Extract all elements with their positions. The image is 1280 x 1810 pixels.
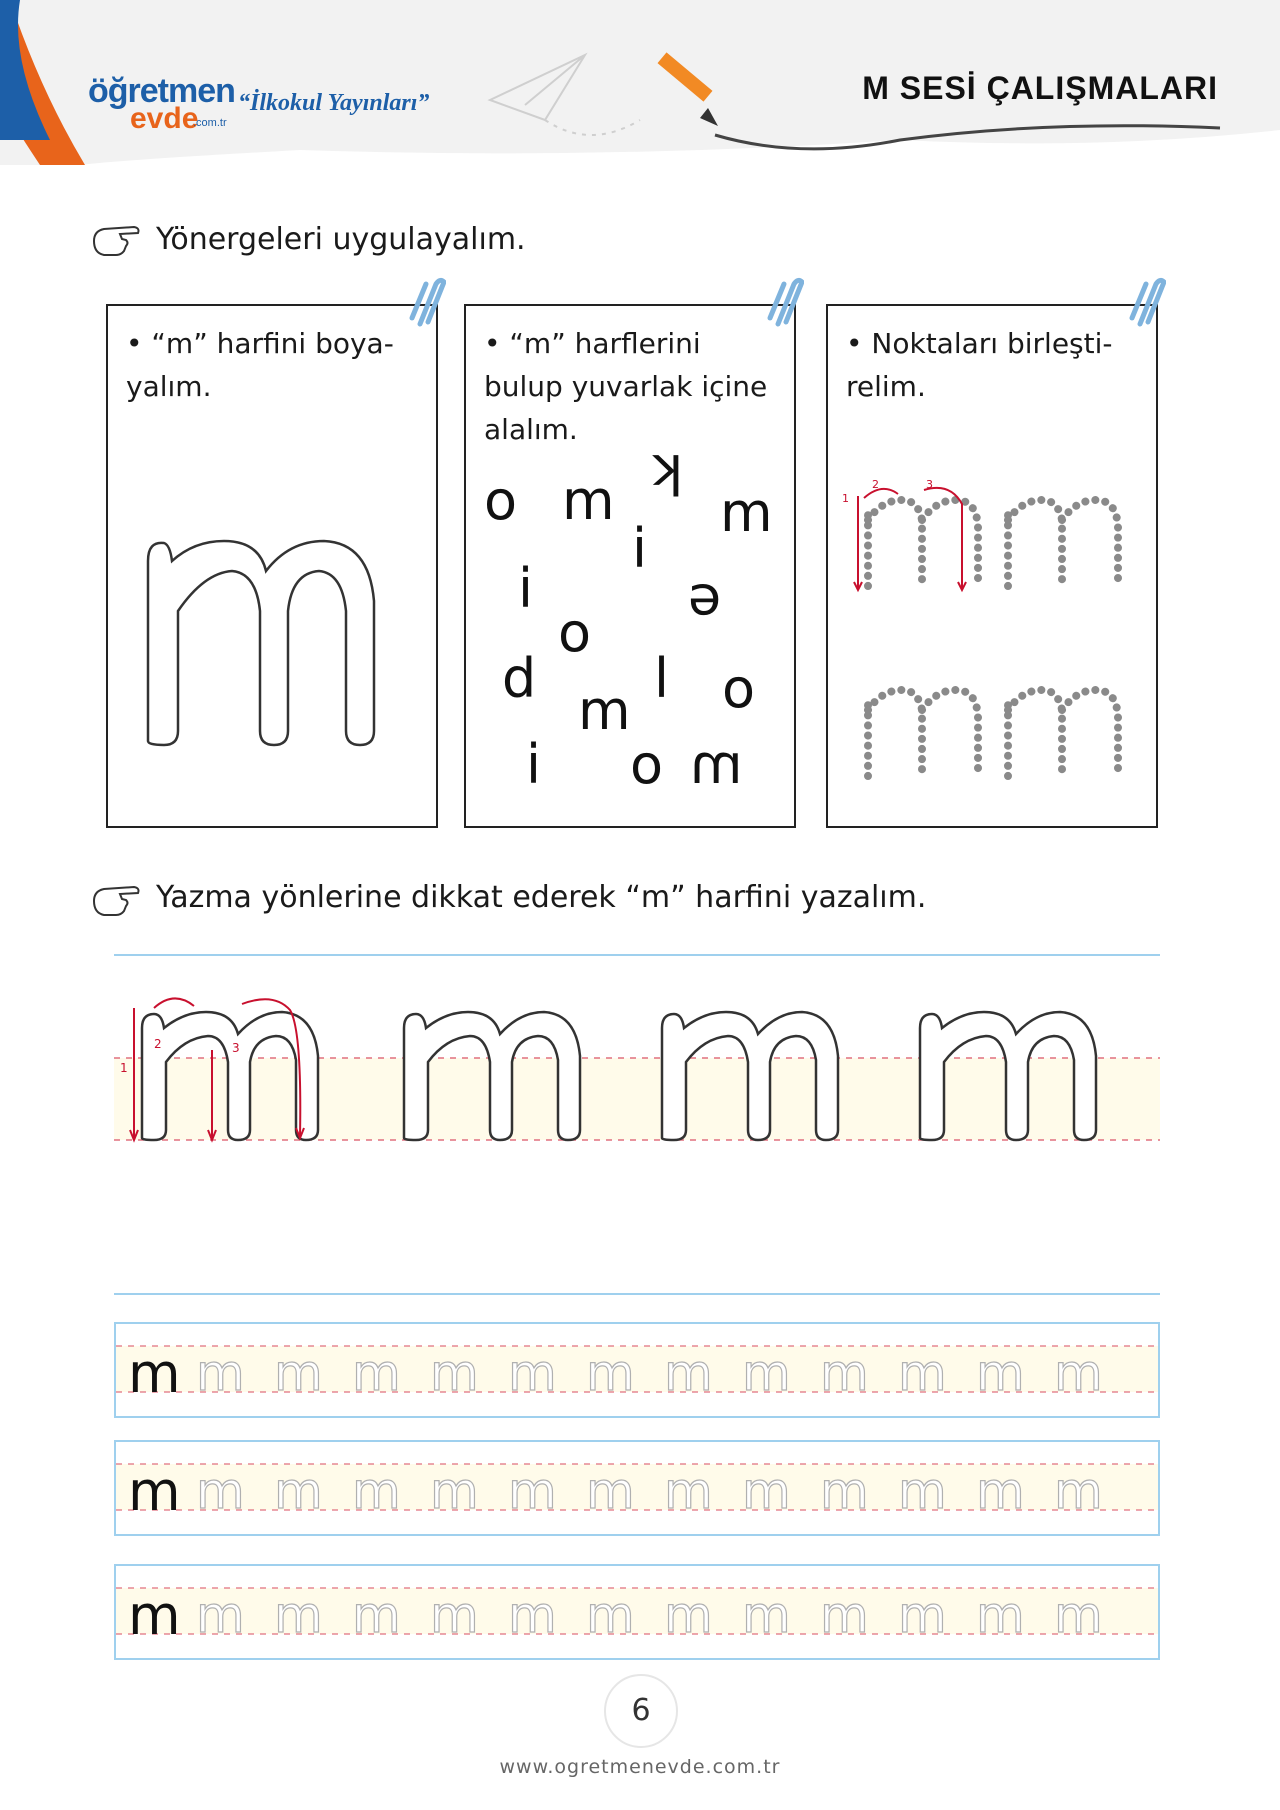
scattered-letter[interactable]: m bbox=[690, 733, 743, 796]
ghost-letter[interactable]: m bbox=[742, 1344, 791, 1402]
pointing-hand-icon bbox=[90, 879, 142, 919]
stroke-number: 1 bbox=[842, 492, 849, 505]
card-color-letter bbox=[106, 304, 438, 828]
ghost-letter[interactable]: m bbox=[508, 1462, 557, 1520]
tagline: “İlkokul Yayınları” bbox=[238, 90, 430, 116]
ghost-letter[interactable]: m bbox=[274, 1462, 323, 1520]
ghost-letter[interactable]: m bbox=[898, 1586, 947, 1644]
scattered-letter[interactable]: m bbox=[578, 679, 631, 742]
ghost-letter[interactable]: m bbox=[586, 1462, 635, 1520]
ghost-letter[interactable]: m bbox=[1054, 1344, 1103, 1402]
scattered-letter[interactable]: o bbox=[722, 657, 756, 720]
ghost-letter[interactable]: m bbox=[820, 1462, 869, 1520]
scattered-letter[interactable]: o bbox=[630, 733, 664, 796]
ghost-letter[interactable]: m bbox=[1054, 1586, 1103, 1644]
ghost-letter[interactable]: m bbox=[742, 1462, 791, 1520]
ghost-letter[interactable]: m bbox=[352, 1462, 401, 1520]
ghost-letter[interactable]: m bbox=[820, 1586, 869, 1644]
ghost-letter[interactable]: m bbox=[664, 1586, 713, 1644]
stroke-number: 3 bbox=[232, 1041, 240, 1055]
ghost-letter[interactable]: m bbox=[196, 1586, 245, 1644]
pointing-hand-icon bbox=[90, 219, 142, 259]
page-title: M SESİ ÇALIŞMALARI bbox=[862, 70, 1218, 106]
card-connect-dots bbox=[826, 304, 1158, 828]
scattered-letter[interactable]: l bbox=[654, 647, 670, 710]
scattered-letter[interactable]: i bbox=[518, 557, 534, 620]
ghost-letter[interactable]: m bbox=[274, 1344, 323, 1402]
page-number: 6 bbox=[604, 1674, 678, 1748]
ghost-letter[interactable]: m bbox=[976, 1462, 1025, 1520]
scattered-letter[interactable]: m bbox=[562, 469, 615, 532]
ghost-letter[interactable]: m bbox=[352, 1586, 401, 1644]
card2-text bbox=[484, 322, 767, 451]
stroke-number: 1 bbox=[120, 1061, 128, 1075]
ghost-letter[interactable]: m bbox=[664, 1344, 713, 1402]
ghost-letter[interactable]: m bbox=[430, 1344, 479, 1402]
card2-line2: bulup yuvarlak içine bbox=[484, 370, 768, 403]
card1-text bbox=[126, 322, 394, 408]
scattered-letter[interactable]: k bbox=[652, 442, 684, 505]
dotted-letters[interactable] bbox=[838, 476, 1148, 796]
scattered-letter[interactable]: i bbox=[632, 517, 648, 580]
practice-row[interactable] bbox=[114, 1564, 1160, 1660]
instruction-1: Yönergeleri uygulayalım. bbox=[156, 222, 526, 257]
website-url: www.ogretmenevde.com.tr bbox=[499, 1756, 781, 1778]
logo-bottom-text: evde bbox=[130, 102, 199, 135]
ghost-letter[interactable]: m bbox=[742, 1586, 791, 1644]
model-letter: m bbox=[128, 1460, 181, 1523]
instruction-2: Yazma yönlerine dikkat ederek “m” harfini yazalım. bbox=[156, 880, 927, 915]
ghost-letter[interactable]: m bbox=[430, 1462, 479, 1520]
card1-line1: • “m” harfini boya- bbox=[126, 327, 394, 360]
scattered-letter[interactable]: o bbox=[558, 601, 592, 664]
stroke-number: 2 bbox=[872, 478, 879, 491]
ghost-letter[interactable]: m bbox=[664, 1462, 713, 1520]
ghost-letter[interactable]: m bbox=[976, 1586, 1025, 1644]
logo bbox=[88, 72, 468, 162]
ghost-letter[interactable]: m bbox=[508, 1344, 557, 1402]
ghost-letter[interactable]: m bbox=[898, 1462, 947, 1520]
ghost-letter[interactable]: m bbox=[898, 1344, 947, 1402]
scattered-letter[interactable]: o bbox=[484, 469, 518, 532]
paperclip-icon bbox=[406, 276, 446, 328]
ghost-letter[interactable]: m bbox=[586, 1586, 635, 1644]
ghost-letter[interactable]: m bbox=[430, 1586, 479, 1644]
ghost-letter[interactable]: m bbox=[586, 1344, 635, 1402]
paperclip-icon bbox=[1126, 276, 1166, 328]
scattered-letter[interactable]: e bbox=[688, 572, 722, 635]
scattered-letter[interactable]: p bbox=[502, 654, 537, 717]
card1-line2: yalım. bbox=[126, 370, 212, 403]
ghost-letter[interactable]: m bbox=[196, 1344, 245, 1402]
ghost-letter[interactable]: m bbox=[196, 1462, 245, 1520]
ghost-letter[interactable]: m bbox=[1054, 1462, 1103, 1520]
ghost-letter[interactable]: m bbox=[274, 1586, 323, 1644]
card3-line2: relim. bbox=[846, 370, 926, 403]
outline-letter-m[interactable] bbox=[134, 531, 414, 751]
ghost-letter[interactable]: m bbox=[352, 1344, 401, 1402]
stroke-number: 2 bbox=[154, 1037, 162, 1051]
scattered-letter[interactable]: i bbox=[526, 733, 542, 796]
practice-row[interactable] bbox=[114, 1440, 1160, 1536]
logo-top-text: öğretmen bbox=[88, 72, 235, 110]
ghost-letter[interactable]: m bbox=[508, 1586, 557, 1644]
practice-row[interactable] bbox=[114, 1322, 1160, 1418]
ghost-letter[interactable]: m bbox=[820, 1344, 869, 1402]
scattered-letter[interactable]: m bbox=[720, 481, 773, 544]
card3-line1: • Noktaları birleşti- bbox=[846, 327, 1113, 360]
card2-line3: alalım. bbox=[484, 413, 578, 446]
paperclip-icon bbox=[764, 276, 804, 328]
stroke-number: 3 bbox=[926, 478, 933, 491]
card3-text bbox=[846, 322, 1113, 408]
logo-domain-text: .com.tr bbox=[193, 117, 227, 129]
tracing-area[interactable] bbox=[114, 950, 1160, 1300]
ghost-letter[interactable]: m bbox=[976, 1344, 1025, 1402]
model-letter: m bbox=[128, 1342, 181, 1405]
model-letter: m bbox=[128, 1584, 181, 1647]
card2-line1: • “m” harflerini bbox=[484, 327, 701, 360]
card-find-letter bbox=[464, 304, 796, 828]
